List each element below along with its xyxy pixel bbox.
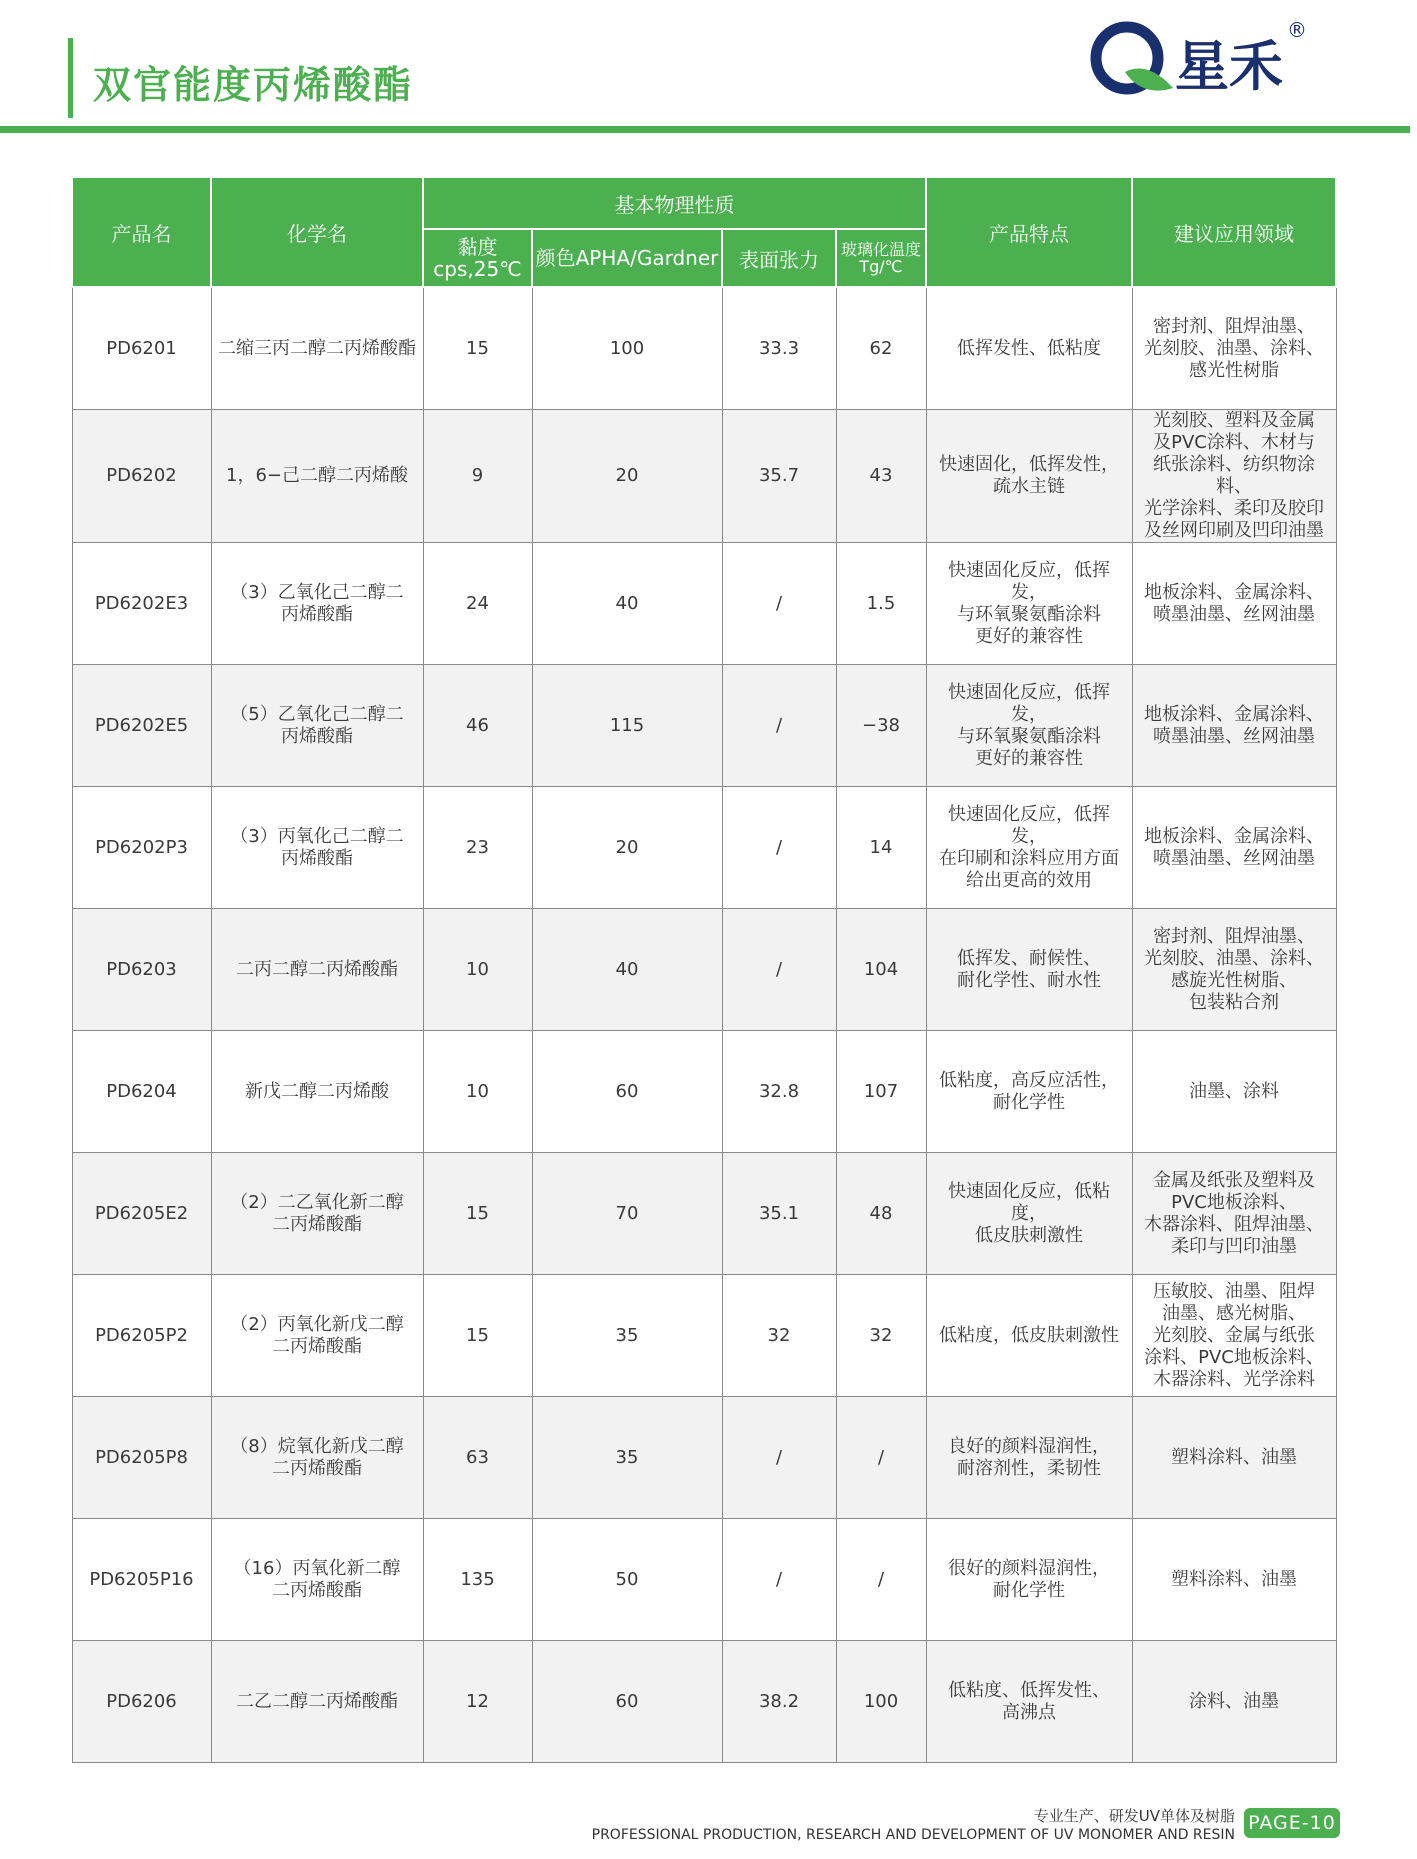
cell-chemical [211, 287, 423, 410]
cell-applications [1132, 410, 1336, 543]
header-tg: 玻璃化温度Tg/℃ [836, 229, 926, 287]
cell-tg: 14 [836, 787, 926, 909]
cell-line: （3）乙氧化己二醇二 [230, 581, 404, 603]
cell-tg: 1.5 [836, 543, 926, 665]
cell-line: 耐溶剂性，柔韧性 [957, 1457, 1101, 1479]
cell-line: 纸张涂料、纺织物涂料、 [1153, 454, 1315, 497]
cell-color: 60 [532, 1031, 722, 1153]
table-row [72, 1641, 1336, 1763]
cell-product: PD6201 [72, 287, 211, 410]
cell-line: 及丝网印刷及凹印油墨 [1144, 520, 1324, 541]
header-viscosity: 黏度 cps,25℃ [423, 229, 532, 287]
cell-color: 70 [532, 1153, 722, 1275]
product-spec-table [71, 176, 1337, 1763]
table-row [72, 410, 1336, 543]
cell-line: 低挥发性、低粘度 [957, 337, 1101, 359]
cell-features [926, 1397, 1132, 1519]
cell-chemical [211, 909, 423, 1031]
cell-line: 二丙烯酸酯 [272, 1579, 362, 1601]
q-leaf-icon [1085, 14, 1175, 104]
cell-line: 光刻胶、油墨、涂料、 [1144, 947, 1324, 969]
cell-line: 1，6−己二醇二丙烯酸 [226, 465, 408, 486]
cell-chemical [211, 1519, 423, 1641]
cell-product: PD6205E2 [72, 1153, 211, 1275]
cell-applications [1132, 1519, 1336, 1641]
cell-line: 快速固化反应，低挥发， [948, 803, 1110, 847]
cell-tension: 32.8 [722, 1031, 836, 1153]
cell-line: 更好的兼容性 [975, 747, 1083, 769]
cell-color: 50 [532, 1519, 722, 1641]
cell-line: 密封剂、阻焊油墨、 [1153, 925, 1315, 947]
cell-tension: 35.7 [722, 410, 836, 543]
cell-line: 很好的颜料湿润性， [948, 1557, 1110, 1579]
cell-line: 光刻胶、油墨、涂料、 [1144, 337, 1324, 359]
cell-tg: 62 [836, 287, 926, 410]
cell-line: （2）丙氧化新戊二醇 [230, 1313, 404, 1335]
cell-line: 高沸点 [1002, 1701, 1056, 1723]
cell-color: 20 [532, 787, 722, 909]
cell-line: 与环氧聚氨酯涂料 [957, 603, 1101, 625]
cell-viscosity: 46 [423, 665, 532, 787]
cell-line: 光刻胶、塑料及金属 [1153, 410, 1315, 431]
cell-line: 二丙烯酸酯 [272, 1457, 362, 1479]
title-accent-bar [68, 38, 73, 118]
cell-line: 包装粘合剂 [1189, 991, 1279, 1013]
cell-tension: 33.3 [722, 287, 836, 410]
cell-line: 在印刷和涂料应用方面 [939, 847, 1119, 869]
cell-color: 40 [532, 543, 722, 665]
table-row [72, 1397, 1336, 1519]
cell-line: （2）二乙氧化新二醇 [230, 1191, 404, 1213]
cell-line: 喷墨油墨、丝网油墨 [1153, 847, 1315, 869]
cell-line: 及PVC涂料、木材与 [1153, 432, 1315, 453]
cell-viscosity: 15 [423, 1153, 532, 1275]
cell-color: 40 [532, 909, 722, 1031]
cell-viscosity: 12 [423, 1641, 532, 1763]
cell-applications [1132, 1275, 1336, 1397]
cell-color: 115 [532, 665, 722, 787]
cell-tension: 32 [722, 1275, 836, 1397]
cell-line: 涂料、油墨 [1189, 1690, 1279, 1712]
cell-line: 金属及纸张及塑料及 [1153, 1169, 1315, 1191]
cell-line: 低挥发、耐候性、 [957, 947, 1101, 969]
cell-applications [1132, 787, 1336, 909]
cell-line: 丙烯酸酯 [281, 725, 353, 747]
cell-line: 二丙二醇二丙烯酸酯 [236, 958, 398, 980]
cell-features [926, 1275, 1132, 1397]
header-chemical: 化学名 [211, 177, 423, 287]
header-product: 产品名 [72, 177, 211, 287]
cell-applications [1132, 1641, 1336, 1763]
cell-features [926, 543, 1132, 665]
cell-line: 快速固化反应，低粘度， [948, 1180, 1110, 1224]
cell-line: 喷墨油墨、丝网油墨 [1153, 725, 1315, 747]
logo-text: 星禾 [1175, 34, 1283, 98]
cell-tension: / [722, 909, 836, 1031]
table-row [72, 287, 1336, 410]
cell-line: 光学涂料、柔印及胶印 [1144, 498, 1324, 519]
cell-line: 柔印与凹印油墨 [1171, 1235, 1297, 1257]
cell-line: 耐化学性 [993, 1579, 1065, 1601]
cell-tg: 48 [836, 1153, 926, 1275]
cell-line: 二丙烯酸酯 [272, 1335, 362, 1357]
cell-line: 感光性树脂 [1189, 359, 1279, 381]
cell-line: 良好的颜料湿润性， [948, 1435, 1110, 1457]
cell-line: 塑料涂料、油墨 [1171, 1568, 1297, 1590]
table-row [72, 1031, 1336, 1153]
cell-tg: / [836, 1519, 926, 1641]
cell-product: PD6203 [72, 909, 211, 1031]
cell-viscosity: 24 [423, 543, 532, 665]
cell-color: 20 [532, 410, 722, 543]
cell-tg: 104 [836, 909, 926, 1031]
cell-tg: / [836, 1397, 926, 1519]
header-physical-properties: 基本物理性质 [423, 177, 926, 229]
table-row [72, 909, 1336, 1031]
cell-line: 塑料涂料、油墨 [1171, 1446, 1297, 1468]
cell-line: 二缩三丙二醇二丙烯酸酯 [218, 337, 416, 359]
cell-line: 耐化学性、耐水性 [957, 969, 1101, 991]
cell-line: 地板涂料、金属涂料、 [1144, 581, 1324, 603]
cell-features [926, 1641, 1132, 1763]
cell-chemical [211, 1275, 423, 1397]
cell-viscosity: 9 [423, 410, 532, 543]
cell-line: 低皮肤刺激性 [975, 1224, 1083, 1246]
cell-applications [1132, 909, 1336, 1031]
cell-line: 快速固化反应，低挥发， [948, 681, 1110, 725]
cell-line: 二丙烯酸酯 [272, 1213, 362, 1235]
cell-line: （8）烷氧化新戊二醇 [230, 1435, 404, 1457]
header-features: 产品特点 [926, 177, 1132, 287]
cell-applications [1132, 1031, 1336, 1153]
header-color: 颜色APHA/Gardner [532, 229, 722, 287]
cell-viscosity: 10 [423, 909, 532, 1031]
cell-product: PD6204 [72, 1031, 211, 1153]
cell-line: （5）乙氧化己二醇二 [230, 703, 404, 725]
table-row [72, 543, 1336, 665]
cell-chemical [211, 1641, 423, 1763]
cell-color: 60 [532, 1641, 722, 1763]
cell-features [926, 909, 1132, 1031]
cell-line: 与环氧聚氨酯涂料 [957, 725, 1101, 747]
cell-applications [1132, 1153, 1336, 1275]
cell-tension: 35.1 [722, 1153, 836, 1275]
brand-logo [1085, 14, 1325, 104]
cell-product: PD6202E3 [72, 543, 211, 665]
cell-chemical [211, 665, 423, 787]
cell-tg: −38 [836, 665, 926, 787]
cell-product: PD6202E5 [72, 665, 211, 787]
cell-tension: 38.2 [722, 1641, 836, 1763]
cell-chemical [211, 787, 423, 909]
table-row [72, 1519, 1336, 1641]
cell-color: 100 [532, 287, 722, 410]
cell-product: PD6206 [72, 1641, 211, 1763]
cell-line: 木器涂料、光学涂料 [1153, 1368, 1315, 1390]
cell-line: 油墨、涂料 [1189, 1080, 1279, 1102]
cell-product: PD6205P16 [72, 1519, 211, 1641]
cell-line: 光刻胶、金属与纸张 [1153, 1324, 1315, 1346]
cell-line: 更好的兼容性 [975, 625, 1083, 647]
footer-slogan-en: PROFESSIONAL PRODUCTION, RESEARCH AND DEVELOPMENT OF UV MONOMER AND RESIN [591, 1827, 1235, 1843]
cell-features [926, 287, 1132, 410]
cell-line: 地板涂料、金属涂料、 [1144, 703, 1324, 725]
cell-viscosity: 135 [423, 1519, 532, 1641]
cell-tg: 100 [836, 1641, 926, 1763]
cell-features [926, 410, 1132, 543]
header-surface-tension: 表面张力 [722, 229, 836, 287]
cell-viscosity: 63 [423, 1397, 532, 1519]
cell-line: （3）丙氧化己二醇二 [230, 825, 404, 847]
cell-tension: / [722, 543, 836, 665]
cell-chemical [211, 1397, 423, 1519]
cell-tg: 43 [836, 410, 926, 543]
cell-line: 压敏胶、油墨、阻焊 [1153, 1280, 1315, 1302]
cell-features [926, 1153, 1132, 1275]
page-title: 双官能度丙烯酸酯 [93, 63, 414, 107]
cell-applications [1132, 287, 1336, 410]
registered-mark: ® [1287, 18, 1307, 42]
table-row [72, 665, 1336, 787]
cell-line: 快速固化反应，低挥发， [948, 559, 1110, 603]
header-applications: 建议应用领域 [1132, 177, 1336, 287]
cell-tg: 32 [836, 1275, 926, 1397]
cell-product: PD6205P8 [72, 1397, 211, 1519]
cell-line: 耐化学性 [993, 1091, 1065, 1113]
cell-line: 低粘度、低挥发性、 [948, 1679, 1110, 1701]
cell-tension: / [722, 1397, 836, 1519]
cell-line: 给出更高的效用 [966, 869, 1092, 891]
cell-applications [1132, 1397, 1336, 1519]
cell-line: 油墨、感光树脂、 [1162, 1302, 1306, 1324]
cell-product: PD6202 [72, 410, 211, 543]
cell-line: 快速固化，低挥发性， [939, 454, 1119, 475]
cell-line: 低粘度，高反应活性， [939, 1069, 1119, 1091]
cell-features [926, 665, 1132, 787]
cell-viscosity: 23 [423, 787, 532, 909]
cell-viscosity: 15 [423, 287, 532, 410]
cell-chemical [211, 410, 423, 543]
table-row [72, 1153, 1336, 1275]
cell-line: （16）丙氧化新二醇 [233, 1557, 401, 1579]
cell-line: 丙烯酸酯 [281, 603, 353, 625]
cell-product: PD6205P2 [72, 1275, 211, 1397]
page-number-badge: PAGE-10 [1244, 1808, 1340, 1838]
cell-viscosity: 15 [423, 1275, 532, 1397]
table-row [72, 787, 1336, 909]
cell-line: 低粘度，低皮肤刺激性 [939, 1324, 1119, 1346]
cell-features [926, 1031, 1132, 1153]
cell-line: 二乙二醇二丙烯酸酯 [236, 1690, 398, 1712]
cell-features [926, 1519, 1132, 1641]
cell-line: 感旋光性树脂、 [1171, 969, 1297, 991]
cell-chemical [211, 543, 423, 665]
cell-line: 丙烯酸酯 [281, 847, 353, 869]
header-divider [0, 126, 1410, 133]
cell-applications [1132, 665, 1336, 787]
cell-line: 密封剂、阻焊油墨、 [1153, 315, 1315, 337]
cell-color: 35 [532, 1275, 722, 1397]
cell-line: 新戊二醇二丙烯酸 [245, 1080, 389, 1102]
cell-line: 地板涂料、金属涂料、 [1144, 825, 1324, 847]
cell-tg: 107 [836, 1031, 926, 1153]
cell-tension: / [722, 787, 836, 909]
table-row [72, 1275, 1336, 1397]
cell-line: 疏水主链 [993, 476, 1065, 497]
cell-tension: / [722, 665, 836, 787]
cell-line: 喷墨油墨、丝网油墨 [1153, 603, 1315, 625]
cell-tension: / [722, 1519, 836, 1641]
cell-line: 木器涂料、阻焊油墨、 [1144, 1213, 1324, 1235]
cell-line: PVC地板涂料、 [1171, 1191, 1297, 1213]
cell-chemical [211, 1153, 423, 1275]
cell-line: 涂料、PVC地板涂料、 [1144, 1346, 1324, 1368]
footer-slogan-cn: 专业生产、研发UV单体及树脂 [1033, 1807, 1235, 1825]
cell-chemical [211, 1031, 423, 1153]
cell-product: PD6202P3 [72, 787, 211, 909]
cell-color: 35 [532, 1397, 722, 1519]
cell-features [926, 787, 1132, 909]
cell-viscosity: 10 [423, 1031, 532, 1153]
cell-applications [1132, 543, 1336, 665]
